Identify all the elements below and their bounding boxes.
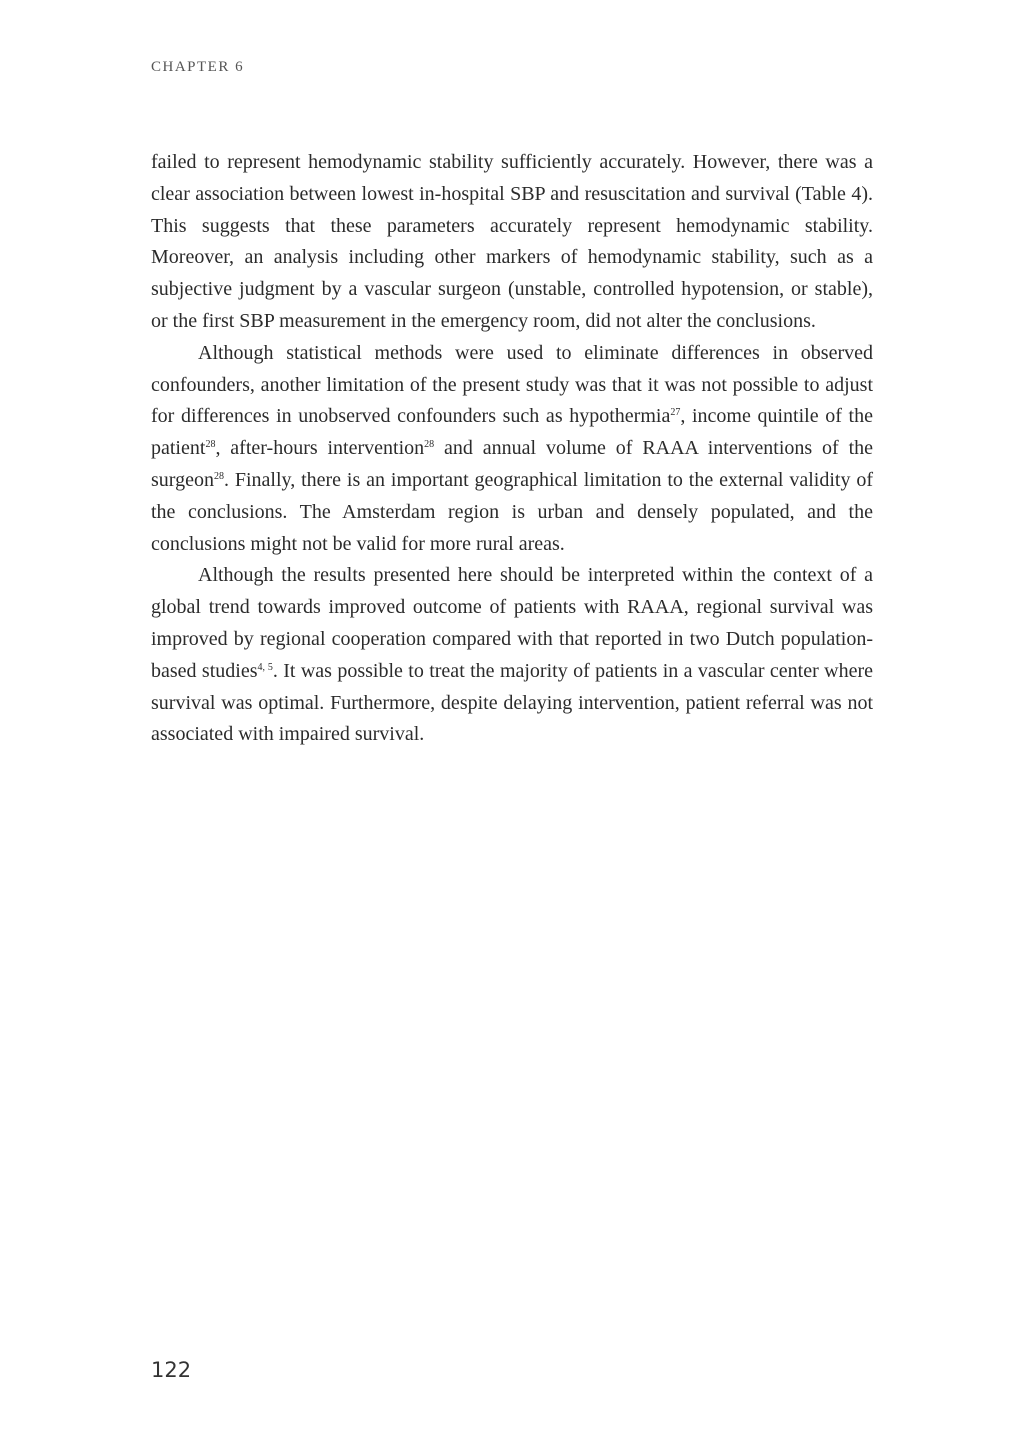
reference-superscript: 28 xyxy=(205,439,216,451)
reference-superscript: 28 xyxy=(213,470,224,482)
reference-superscript: 28 xyxy=(424,439,435,451)
paragraph-2-text: . Finally, there is an important geographical limitation to the external validity of the conclusions. The Amsterdam region is urban and densely populated, and the conclusions might not be valid for more rural areas. xyxy=(151,468,873,555)
reference-superscript: 4, 5 xyxy=(257,661,273,673)
body-text xyxy=(151,147,873,751)
paragraph-2 xyxy=(151,338,873,561)
paragraph-3-text: Although the results presented here should be interpreted within the context of a global trend towards improved outcome of patients with RAAA, regional survival was improved by regional cooperation compared with that reported in two Dutch population-based studies xyxy=(151,564,873,682)
running-head: CHAPTER 6 xyxy=(151,59,245,75)
paragraph-3 xyxy=(151,560,873,751)
paragraph-3-text: . It was possible to treat the majority of patients in a vascular center where survival was optimal. Furthermore, despite delaying intervention, patient referral was not associated with impaired survival. xyxy=(151,659,874,746)
reference-superscript: 27 xyxy=(670,407,681,419)
paragraph-2-text: and annual volume of RAAA interventions of the surgeon xyxy=(151,437,874,491)
paragraph-2-text: , income quintile of the patient xyxy=(151,405,873,460)
paragraph-1: failed to represent hemodynamic stability sufficiently accurately. However, there was a clear association between lowest in-hospital SBP and resuscitation and survival (Table 4). This suggests that these parameters accurately represent hemodynamic stability. Moreover, an analysis including other markers of hemodynamic stability, such as a subjective judgment by a vascular surgeon (unstable, controlled hypotension, or stable), or the first SBP measurement in the emergency room, did not alter the conclusions. xyxy=(151,151,873,332)
page-number: 122 xyxy=(151,1358,192,1382)
paragraph-2-text: Although statistical methods were used to eliminate differences in observed confounders, another limitation of the present study was that it was not possible to adjust for differences in unobserved confounders such as hypothermia xyxy=(151,341,873,428)
paragraph-2-text: , after-hours intervention xyxy=(215,437,425,460)
